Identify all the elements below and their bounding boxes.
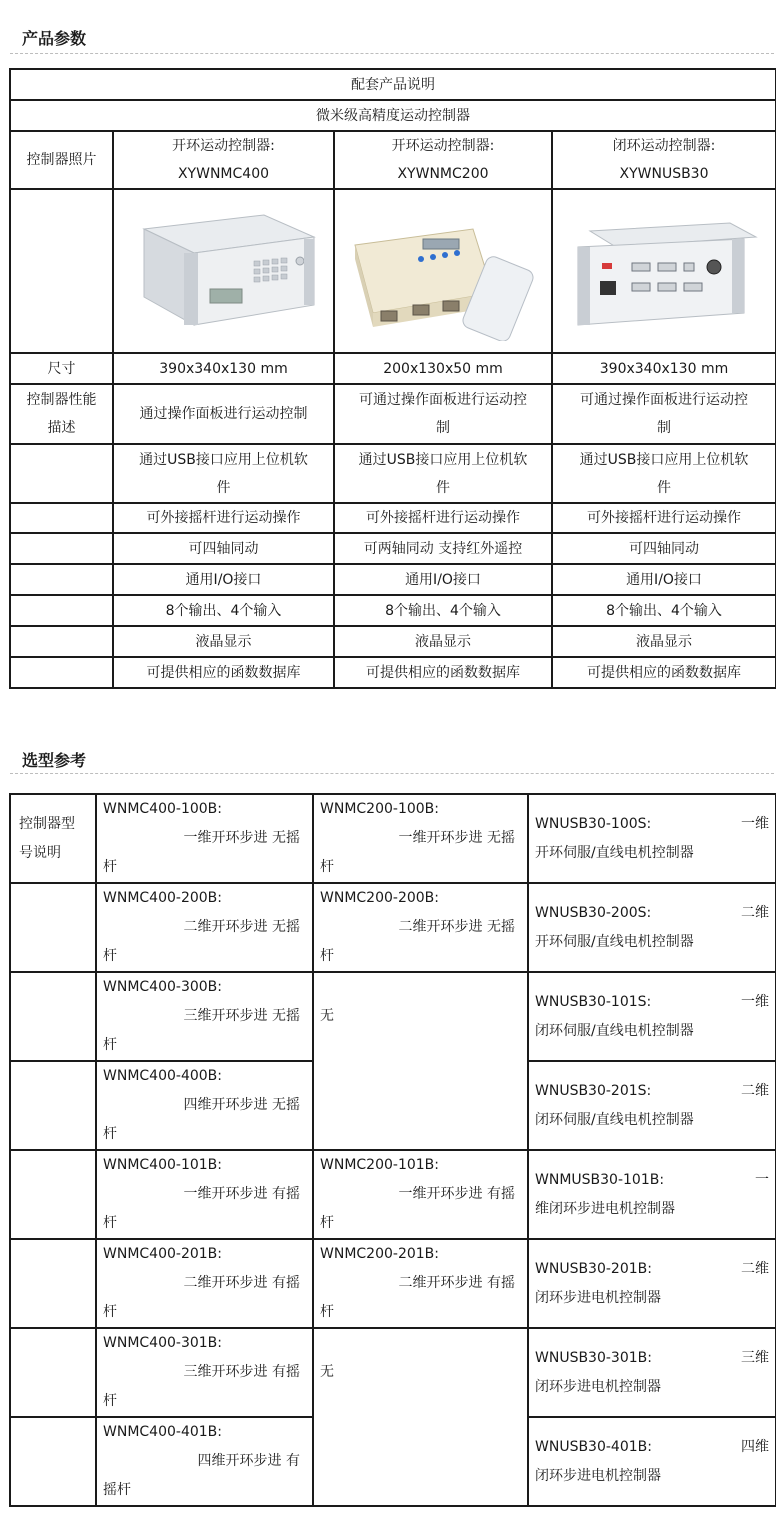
empty-cell bbox=[10, 444, 113, 503]
empty-cell bbox=[10, 1150, 96, 1239]
perf-cell: 液晶显示 bbox=[334, 626, 552, 657]
perf-cell: 通用I/O接口 bbox=[113, 564, 334, 595]
photo-xywnmc200 bbox=[334, 189, 552, 353]
perf-cell: 通过USB接口应用上位机软 件 bbox=[113, 444, 334, 503]
model-cell: WNMC400-201B: 二维开环步进 有摇 杆 bbox=[96, 1239, 313, 1328]
perf-cell: 通用I/O接口 bbox=[552, 564, 776, 595]
model-table bbox=[9, 793, 776, 1507]
perf-label: 控制器性能 描述 bbox=[10, 384, 113, 444]
size-label: 尺寸 bbox=[10, 353, 113, 384]
perf-cell: 可四轴同动 bbox=[113, 533, 334, 564]
spec-table bbox=[9, 68, 776, 689]
model-cell: WNMC400-101B: 一维开环步进 有摇 杆 bbox=[96, 1150, 313, 1239]
perf-cell: 通过USB接口应用上位机软 件 bbox=[334, 444, 552, 503]
perf-cell: 8个输出、4个输入 bbox=[113, 595, 334, 626]
photo-xywnmc400 bbox=[113, 189, 334, 353]
empty-cell bbox=[10, 883, 96, 972]
perf-cell: 通过USB接口应用上位机软 件 bbox=[552, 444, 776, 503]
model-cell: WNUSB30-201S: 二维 闭环伺服/直线电机控制器 bbox=[528, 1061, 776, 1150]
model-cell: WNUSB30-301B: 三维 闭环步进电机控制器 bbox=[528, 1328, 776, 1417]
section-title-product-params: 产品参数 bbox=[22, 29, 87, 48]
perf-cell: 8个输出、4个输入 bbox=[334, 595, 552, 626]
empty-cell bbox=[10, 503, 113, 533]
model-cell: WNUSB30-201B: 二维 闭环步进电机控制器 bbox=[528, 1239, 776, 1328]
empty-cell bbox=[10, 972, 96, 1061]
model-none-cell: 无 bbox=[313, 1328, 528, 1506]
model-cell: WNUSB30-100S: 一维 开环伺服/直线电机控制器 bbox=[528, 794, 776, 883]
spec-header-2: 微米级高精度运动控制器 bbox=[10, 100, 776, 131]
empty-cell bbox=[10, 657, 113, 688]
size-value: 200x130x50 mm bbox=[334, 353, 552, 384]
controller-usb30-image bbox=[564, 201, 764, 341]
model-cell: WNMC200-100B: 一维开环步进 无摇 杆 bbox=[313, 794, 528, 883]
perf-cell: 可两轴同动 支持红外遥控 bbox=[334, 533, 552, 564]
photo-xywnusb30 bbox=[552, 189, 776, 353]
model-label: 控制器型 号说明 bbox=[10, 794, 96, 883]
empty-cell bbox=[10, 533, 113, 564]
model-cell: WNUSB30-200S: 二维 开环伺服/直线电机控制器 bbox=[528, 883, 776, 972]
size-value: 390x340x130 mm bbox=[113, 353, 334, 384]
photo-empty-cell bbox=[10, 189, 113, 353]
divider bbox=[10, 53, 774, 54]
perf-cell: 可提供相应的函数数据库 bbox=[113, 657, 334, 688]
empty-cell bbox=[10, 1417, 96, 1506]
model-cell: WNMC200-201B: 二维开环步进 有摇 杆 bbox=[313, 1239, 528, 1328]
controller-200-image bbox=[343, 201, 543, 341]
model-cell: WNMC200-101B: 一维开环步进 有摇 杆 bbox=[313, 1150, 528, 1239]
perf-cell: 可四轴同动 bbox=[552, 533, 776, 564]
perf-cell: 可提供相应的函数数据库 bbox=[552, 657, 776, 688]
empty-cell bbox=[10, 595, 113, 626]
perf-cell: 液晶显示 bbox=[552, 626, 776, 657]
model-cell: WNMC200-200B: 二维开环步进 无摇 杆 bbox=[313, 883, 528, 972]
perf-cell: 可外接摇杆进行运动操作 bbox=[334, 503, 552, 533]
model-cell: WNUSB30-101S: 一维 闭环伺服/直线电机控制器 bbox=[528, 972, 776, 1061]
model-none-cell: 无 bbox=[313, 972, 528, 1150]
model-cell: WNMC400-401B: 四维开环步进 有 摇杆 bbox=[96, 1417, 313, 1506]
empty-cell bbox=[10, 1239, 96, 1328]
model-cell: WNMC400-300B: 三维开环步进 无摇 杆 bbox=[96, 972, 313, 1061]
divider bbox=[10, 773, 774, 774]
product-title-1: 开环运动控制器: XYWNMC400 bbox=[113, 131, 334, 189]
perf-cell: 可外接摇杆进行运动操作 bbox=[113, 503, 334, 533]
perf-cell: 可外接摇杆进行运动操作 bbox=[552, 503, 776, 533]
model-cell: WNMC400-200B: 二维开环步进 无摇 杆 bbox=[96, 883, 313, 972]
model-cell: WNMC400-301B: 三维开环步进 有摇 杆 bbox=[96, 1328, 313, 1417]
perf-cell: 可通过操作面板进行运动控 制 bbox=[552, 384, 776, 444]
product-title-3: 闭环运动控制器: XYWNUSB30 bbox=[552, 131, 776, 189]
perf-cell: 通用I/O接口 bbox=[334, 564, 552, 595]
perf-cell: 8个输出、4个输入 bbox=[552, 595, 776, 626]
perf-cell: 通过操作面板进行运动控制 bbox=[113, 384, 334, 444]
size-value: 390x340x130 mm bbox=[552, 353, 776, 384]
model-cell: WNMC400-400B: 四维开环步进 无摇 杆 bbox=[96, 1061, 313, 1150]
perf-cell: 液晶显示 bbox=[113, 626, 334, 657]
model-cell: WNUSB30-401B: 四维 闭环步进电机控制器 bbox=[528, 1417, 776, 1506]
empty-cell bbox=[10, 564, 113, 595]
model-cell: WNMUSB30-101B: 一 维闭环步进电机控制器 bbox=[528, 1150, 776, 1239]
empty-cell bbox=[10, 1061, 96, 1150]
spec-header-1: 配套产品说明 bbox=[10, 69, 776, 100]
perf-cell: 可提供相应的函数数据库 bbox=[334, 657, 552, 688]
section-title-selection: 选型参考 bbox=[22, 751, 87, 770]
product-title-2: 开环运动控制器: XYWNMC200 bbox=[334, 131, 552, 189]
empty-cell bbox=[10, 1328, 96, 1417]
controller-400-image bbox=[124, 201, 324, 341]
perf-cell: 可通过操作面板进行运动控 制 bbox=[334, 384, 552, 444]
empty-cell bbox=[10, 626, 113, 657]
photo-label: 控制器照片 bbox=[10, 131, 113, 189]
model-cell: WNMC400-100B: 一维开环步进 无摇 杆 bbox=[96, 794, 313, 883]
